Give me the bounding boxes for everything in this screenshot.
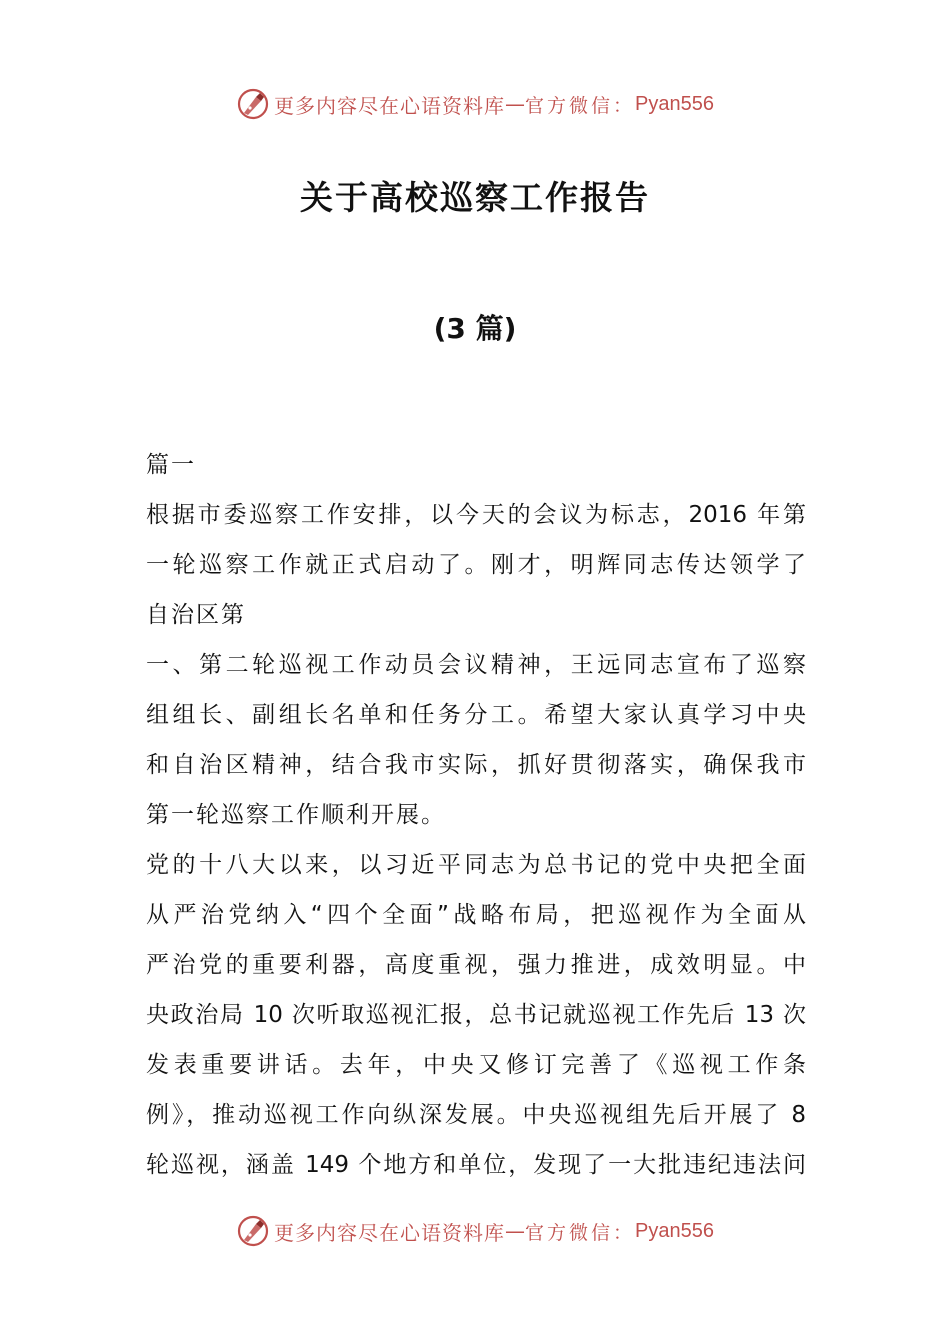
watermark-wechat-label: 官方微信： bbox=[525, 1221, 636, 1244]
text-line: 从严治党纳入“四个全面”战略布局，把巡视作为全面从 bbox=[146, 902, 806, 928]
text-line: 严治党的重要利器，高度重视，强力推进，成效明显。中 bbox=[146, 952, 806, 978]
footer-watermark bbox=[0, 1211, 950, 1251]
text-line: 央政治局 10 次听取巡视汇报，总书记就巡视工作先后 13 次 bbox=[146, 1002, 806, 1028]
pen-nib-circle-icon bbox=[236, 87, 270, 121]
watermark-wechat-id: Pyan556 bbox=[635, 92, 714, 115]
document-title: 关于高校巡察工作报告 bbox=[300, 178, 650, 217]
text-line: 第一轮巡察工作顺利开展。 bbox=[146, 802, 446, 828]
text-line: 一轮巡察工作就正式启动了。刚才，明辉同志传达领学了 bbox=[146, 552, 806, 578]
document-subtitle: (3 篇) bbox=[433, 312, 517, 345]
text-line: 组组长、副组长名单和任务分工。希望大家认真学习中央 bbox=[146, 702, 806, 728]
watermark-brand: 更多内容尽在心语资料库 bbox=[274, 1220, 505, 1245]
watermark-dash: — bbox=[505, 1219, 525, 1243]
text-line: 一、第二轮巡视工作动员会议精神，王远同志宣布了巡察 bbox=[146, 652, 806, 678]
watermark-dash: — bbox=[505, 92, 525, 116]
document-body bbox=[146, 440, 806, 1190]
text-line: 发表重要讲话。去年，中央又修订完善了《巡视工作条 bbox=[146, 1052, 806, 1078]
text-line: 根据市委巡察工作安排，以今天的会议为标志，2016 年第 bbox=[146, 502, 806, 528]
text-line: 例》，推动巡视工作向纵深发展。中央巡视组先后开展了 8 bbox=[146, 1102, 806, 1128]
watermark-wechat-label: 官方微信： bbox=[525, 94, 636, 117]
text-line: 和自治区精神，结合我市实际，抓好贯彻落实，确保我市 bbox=[146, 752, 806, 778]
watermark-wechat-id: Pyan556 bbox=[635, 1219, 714, 1242]
header-watermark bbox=[0, 84, 950, 124]
watermark-brand: 更多内容尽在心语资料库 bbox=[274, 93, 505, 118]
pen-nib-circle-icon bbox=[236, 1214, 270, 1248]
text-line: 轮巡视，涵盖 149 个地方和单位，发现了一大批违纪违法问 bbox=[146, 1152, 806, 1178]
section-heading: 篇一 bbox=[146, 452, 196, 478]
text-line: 党的十八大以来，以习近平同志为总书记的党中央把全面 bbox=[146, 852, 806, 878]
text-line: 自治区第 bbox=[146, 602, 246, 628]
